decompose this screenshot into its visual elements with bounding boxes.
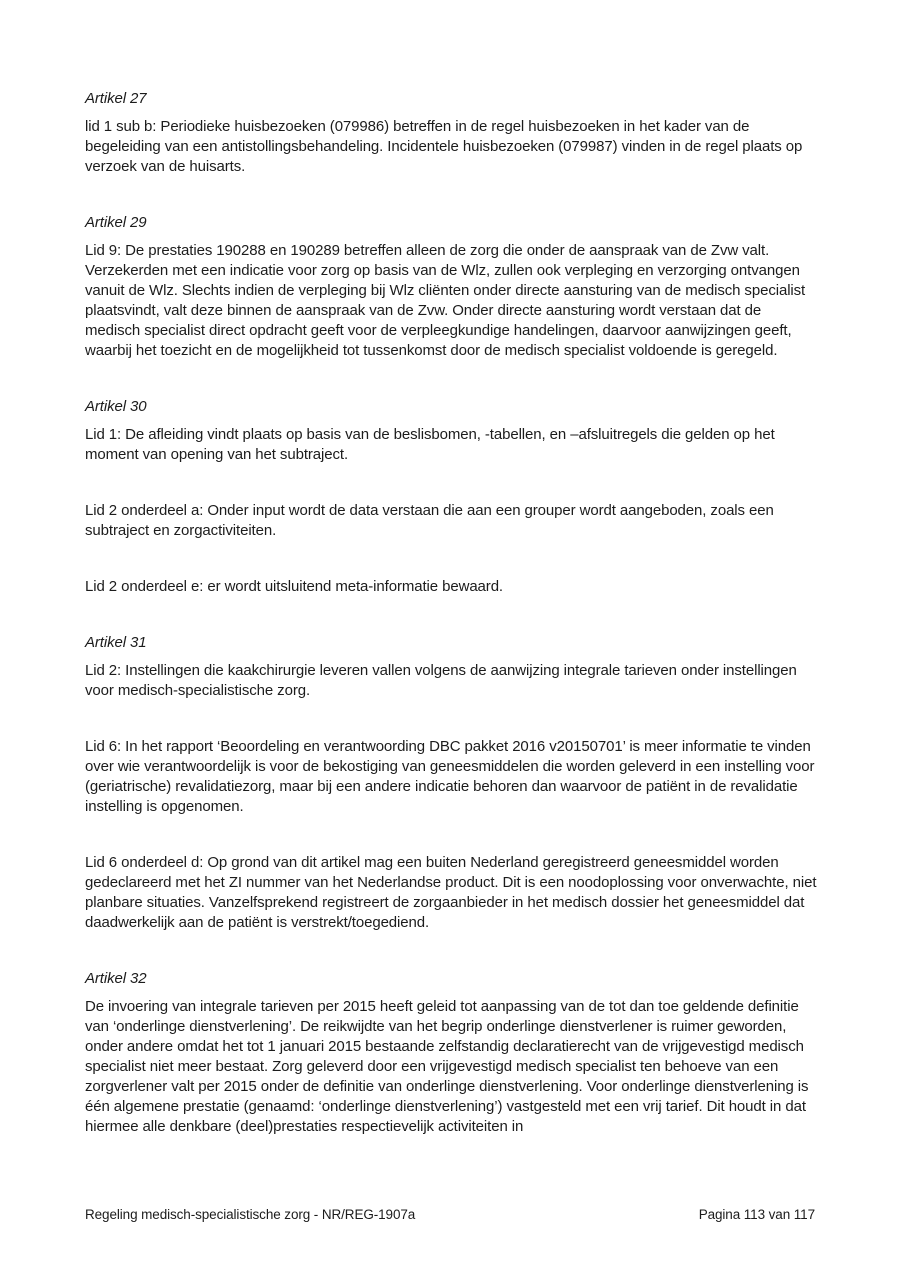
article-paragraph: Lid 9: De prestaties 190288 en 190289 betreffen alleen de zorg die onder de aanspraak van de Zvw valt. Verzekerden met een indicatie voor zorg op basis van de Wlz, zullen ook verpleging en verzorging ontvangen vanuit de Wlz. Slechts indien de verpleging bij Wlz cliënten onder directe aansturing van de medisch specialist plaatsvindt, valt deze binnen de aanspraak van de Zvw. Onder directe aansturing wordt verstaan dat de medisch specialist direct opdracht geeft voor de verpleegkundige handelingen, daarvoor aanwijzingen geeft, waarbij het toezicht en de mogelijkheid tot tussenkomst door de medisch specialist voldoende is geregeld.	[85, 242, 806, 359]
page-footer	[85, 1206, 815, 1224]
article-paragraph: Lid 6: In het rapport ‘Beoordeling en verantwoording DBC pakket 2016 v20150701’ is meer informatie te vinden over wie verantwoordelijk is voor de bekostiging van geneesmiddelen die worden geleverd in een instelling voor (geriatrische) revalidatiezorg, maar bij een andere indicatie behoren dan waarvoor de patiënt in de revalidatie instelling is opgenomen.	[85, 738, 815, 815]
article-heading: Artikel 30	[85, 398, 147, 415]
article-section-29	[85, 213, 818, 361]
article-section-30	[85, 397, 818, 597]
article-paragraph: Lid 2: Instellingen die kaakchirurgie leveren vallen volgens de aanwijzing integrale tarieven onder instellingen voor medisch-specialistische zorg.	[85, 662, 797, 699]
footer-page-number: Pagina 113 van 117	[698, 1207, 815, 1222]
article-paragraph: Lid 2 onderdeel e: er wordt uitsluitend meta-informatie bewaard.	[85, 578, 504, 595]
article-paragraph: lid 1 sub b: Periodieke huisbezoeken (079986) betreffen in de regel huisbezoeken in het kader van de begeleiding van een antistollingsbehandeling. Incidentele huisbezoeken (079987) vinden in de regel plaats op verzoek van de huisarts.	[85, 118, 803, 175]
article-paragraph: De invoering van integrale tarieven per 2015 heeft geleid tot aanpassing van de tot dan toe geldende definitie van ‘onderlinge dienstverlening’. De reikwijdte van het begrip onderlinge dienstverlener is ruimer geworden, onder andere omdat het tot 1 januari 2015 bestaande zelfstandig declaratierecht van de vrijgevestigd medisch specialist niet meer bestaat. Zorg geleverd door een vrijgevestigd medisch specialist ten behoeve van een zorgverlener valt per 2015 onder de definitie van onderlinge dienstverlening. Voor onderlinge dienstverlening is één algemene prestatie (genaamd: ‘onderlinge dienstverlening’) vastgesteld met een vrij tarief. Dit houdt in dat hiermee alle denkbare (deel)prestaties respectievelijk activiteiten in	[85, 998, 809, 1135]
article-section-27	[85, 89, 818, 177]
article-paragraph: Lid 6 onderdeel d: Op grond van dit artikel mag een buiten Nederland geregistreerd geneesmiddel worden gedeclareerd met het ZI nummer van het Nederlandse product. Dit is een noodoplossing voor onverwachte, niet planbare situaties. Vanzelfsprekend registreert de zorgaanbieder in het medisch dossier het geneesmiddel dat daadwerkelijk aan de patiënt is verstrekt/toegediend.	[85, 854, 817, 931]
article-heading: Artikel 32	[85, 970, 147, 987]
article-section-31	[85, 633, 818, 933]
footer-document-title: Regeling medisch-specialistische zorg - NR/REG-1907a	[85, 1207, 416, 1222]
article-paragraph: Lid 2 onderdeel a: Onder input wordt de data verstaan die aan een grouper wordt aangeboden, zoals een subtraject en zorgactiviteiten.	[85, 502, 774, 539]
article-heading: Artikel 27	[85, 90, 147, 107]
article-paragraph: Lid 1: De afleiding vindt plaats op basis van de beslisbomen, -tabellen, en –afsluitregels die gelden op het moment van opening van het subtraject.	[85, 426, 775, 463]
document-content	[85, 89, 818, 1173]
article-heading: Artikel 29	[85, 214, 147, 231]
article-section-32	[85, 969, 818, 1137]
article-heading: Artikel 31	[85, 634, 147, 651]
